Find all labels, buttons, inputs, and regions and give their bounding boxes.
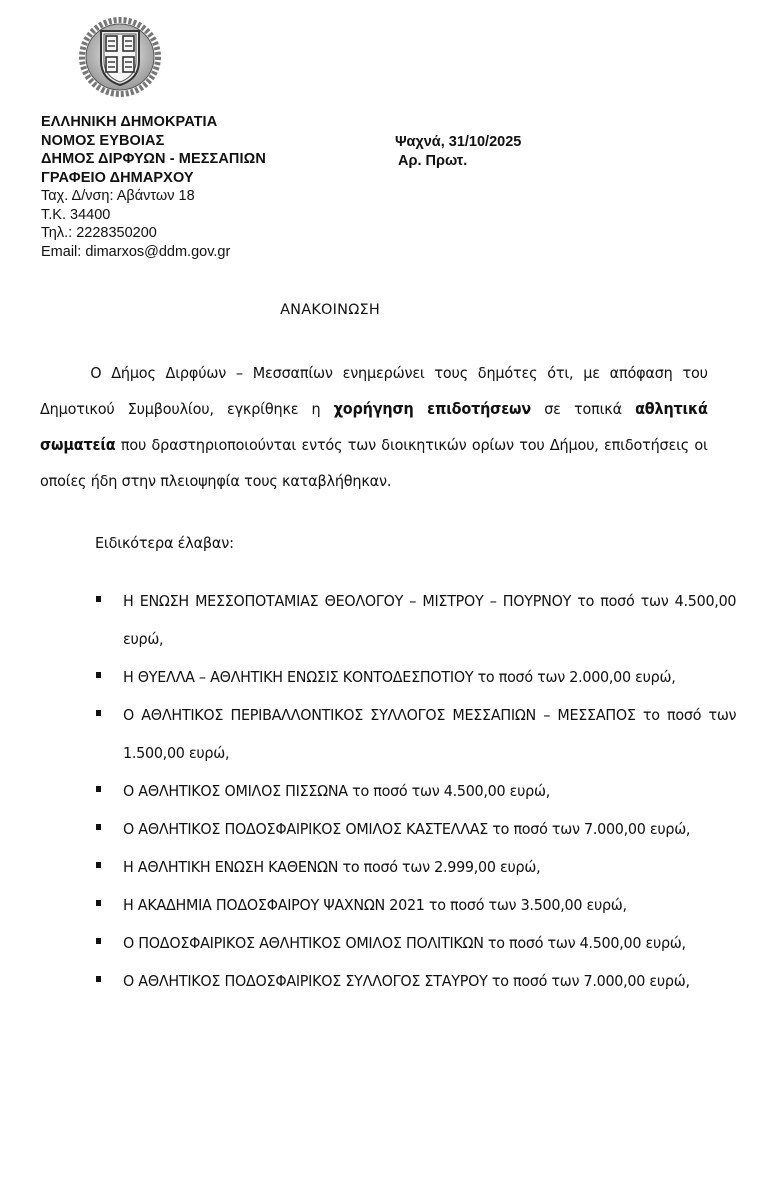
grant-text: Η ΑΚΑΔΗΜΙΑ ΠΟΔΟΣΦΑΙΡΟΥ ΨΑΧΝΩΝ 2021 το ποσό των 3.500,00 ευρώ, xyxy=(123,896,627,914)
bullet-icon xyxy=(96,976,101,982)
list-item xyxy=(93,886,733,924)
grant-text: Η ΑΘΛΗΤΙΚΗ ΕΝΩΣΗ ΚΑΘΕΝΩΝ το ποσό των 2.999,00 ευρώ, xyxy=(123,858,541,876)
list-item xyxy=(93,658,733,696)
email: Email: dimarxos@ddm.gov.gr xyxy=(41,243,231,260)
grant-text: Ο ΑΘΛΗΤΙΚΟΣ ΠΟΔΟΣΦΑΙΡΙΚΟΣ ΟΜΙΛΟΣ ΚΑΣΤΕΛΛΑΣ το ποσό των 7.000,00 ευρώ, xyxy=(123,820,691,838)
org-line: ΔΗΜΟΣ ΔΙΡΦΥΩΝ - ΜΕΣΣΑΠΙΩΝ xyxy=(41,151,266,167)
list-item xyxy=(93,810,733,848)
body-bold: αθλητικά σωματεία xyxy=(40,400,708,454)
document-title: ΑΝΑΚΟΙΝΩΣΗ xyxy=(280,302,380,318)
list-item xyxy=(93,696,737,772)
protocol-number: Αρ. Πρωτ. xyxy=(398,152,468,169)
org-line: ΝΟΜΟΣ ΕΥΒΟΙΑΣ xyxy=(41,132,165,149)
bullet-icon xyxy=(96,938,101,944)
bullet-icon xyxy=(96,672,101,678)
list-item xyxy=(93,582,737,658)
list-item xyxy=(93,848,733,886)
list-intro: Ειδικότερα έλαβαν: xyxy=(95,534,234,552)
grant-text: Η ΘΥΕΛΛΑ – ΑΘΛΗΤΙΚΗ ΕΝΩΣΙΣ ΚΟΝΤΟΔΕΣΠΟΤΙΟΥ το ποσό των 2.000,00 ευρώ, xyxy=(123,668,676,686)
list-item xyxy=(93,924,733,962)
greek-coat-of-arms-icon xyxy=(79,17,161,97)
place-date: Ψαχνά, 31/10/2025 xyxy=(395,134,522,150)
bullet-icon xyxy=(96,596,101,602)
grant-text: Η ΕΝΩΣΗ ΜΕΣΣΟΠΟΤΑΜΙΑΣ ΘΕΟΛΟΓΟΥ – ΜΙΣΤΡΟΥ – ΠΟΥΡΝΟΥ το ποσό των 4.500,00 ευρώ, xyxy=(123,592,737,648)
org-line: ΓΡΑΦΕΙΟ ΔΗΜΑΡΧΟΥ xyxy=(41,169,194,186)
body-text: Ο Δήμος Διρφύων – Μεσσαπίων ενημερώνει τους δημότες ότι, με απόφαση του Δημοτικού Συμβουλίου, εγκρίθηκε η xyxy=(40,364,708,418)
body-text: που δραστηριοποιούνται εντός των διοικητικών ορίων του Δήμου, επιδοτήσεις οι οποίες ήδη στην πλειοψηφία τους καταβλήθηκαν. xyxy=(40,436,708,490)
bullet-icon xyxy=(96,900,101,906)
grants-list xyxy=(93,582,737,1000)
bullet-icon xyxy=(96,710,101,716)
phone: Τηλ.: 2228350200 xyxy=(41,225,157,241)
address: Ταχ. Δ/νση: Αβάντων 18 xyxy=(41,188,195,204)
body-text: σε τοπικά xyxy=(531,400,636,418)
date-block xyxy=(395,133,521,170)
sender-block xyxy=(41,113,266,261)
bullet-icon xyxy=(96,862,101,868)
org-line: ΕΛΛΗΝΙΚΗ ΔΗΜΟΚΡΑΤΙΑ xyxy=(41,114,218,130)
bullet-icon xyxy=(96,786,101,792)
grant-text: Ο ΑΘΛΗΤΙΚΟΣ ΠΕΡΙΒΑΛΛΟΝΤΙΚΟΣ ΣΥΛΛΟΓΟΣ ΜΕΣΣΑΠΙΩΝ – ΜΕΣΣΑΠΟΣ το ποσό των 1.500,00 ευρώ, xyxy=(123,706,737,762)
grant-text: Ο ΠΟΔΟΣΦΑΙΡΙΚΟΣ ΑΘΛΗΤΙΚΟΣ ΟΜΙΛΟΣ ΠΟΛΙΤΙΚΩΝ το ποσό των 4.500,00 ευρώ, xyxy=(123,934,686,952)
bullet-icon xyxy=(96,824,101,830)
body-bold: χορήγηση επιδοτήσεων xyxy=(333,400,532,418)
announcement-paragraph xyxy=(40,355,708,499)
grant-text: Ο ΑΘΛΗΤΙΚΟΣ ΠΟΔΟΣΦΑΙΡΙΚΟΣ ΣΥΛΛΟΓΟΣ ΣΤΑΥΡΟΥ το ποσό των 7.000,00 ευρώ, xyxy=(123,972,690,990)
list-item xyxy=(93,772,733,810)
postal-code: Τ.Κ. 34400 xyxy=(41,206,111,223)
list-item xyxy=(93,962,733,1000)
grant-text: Ο ΑΘΛΗΤΙΚΟΣ ΟΜΙΛΟΣ ΠΙΣΣΩΝΑ το ποσό των 4.500,00 ευρώ, xyxy=(123,782,550,800)
